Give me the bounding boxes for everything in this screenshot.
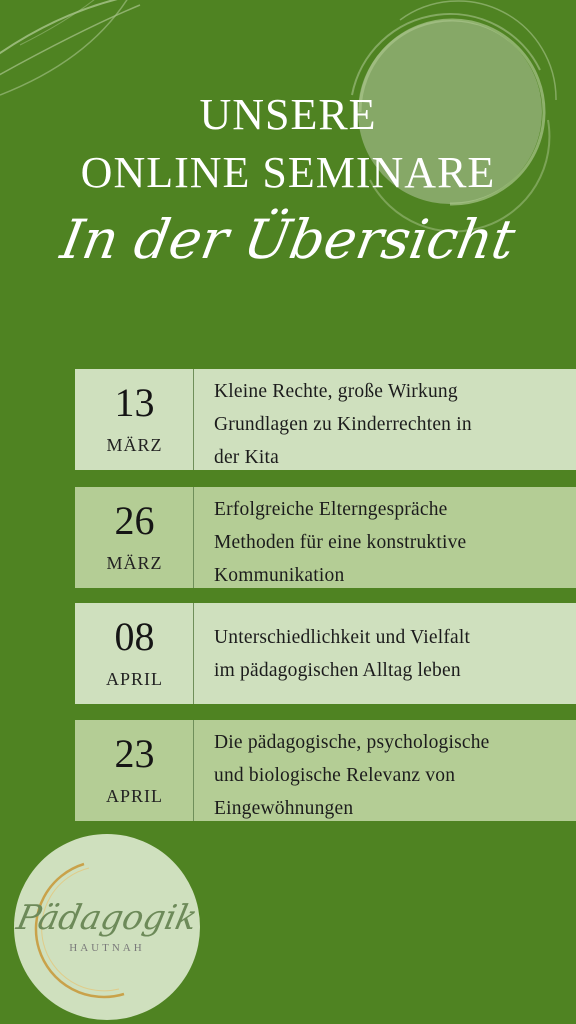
seminar-desc-line: Eingewöhnungen <box>214 798 354 819</box>
title-line-2: ONLINE SEMINARE <box>80 148 496 197</box>
logo-name: Pädagogik <box>13 898 201 938</box>
brand-logo[interactable] <box>14 834 200 1020</box>
seminar-date <box>75 487 194 588</box>
seminar-day: 23 <box>114 731 155 776</box>
seminar-day: 13 <box>114 380 155 425</box>
seminar-desc-line: Die pädagogische, psychologische <box>214 732 490 753</box>
seminar-desc-line: Methoden für eine konstruktive <box>214 532 467 553</box>
title-line-1: UNSERE <box>199 90 377 139</box>
seminar-desc-line: Kommunikation <box>214 565 345 586</box>
seminar-month: MÄRZ <box>106 435 163 455</box>
seminar-desc-line: Unterschiedlichkeit und Vielfalt <box>214 627 471 648</box>
subtitle-script: In der Übersicht <box>56 208 520 271</box>
seminar-row[interactable] <box>75 369 576 470</box>
seminar-desc-line: Grundlagen zu Kinderrechten in <box>214 414 472 435</box>
seminar-description <box>194 720 490 821</box>
seminar-description <box>194 369 472 470</box>
seminar-date <box>75 369 194 470</box>
seminar-day: 08 <box>114 614 155 659</box>
logo-tagline: HAUTNAH <box>69 942 145 954</box>
seminar-description <box>194 603 470 704</box>
seminar-day: 26 <box>114 498 155 543</box>
seminar-row[interactable] <box>75 603 576 704</box>
seminar-date <box>75 720 194 821</box>
seminar-date <box>75 603 194 704</box>
seminar-desc-line: und biologische Relevanz von <box>214 765 456 786</box>
seminar-row[interactable] <box>75 487 576 588</box>
seminar-month: APRIL <box>105 669 163 689</box>
seminar-description <box>194 487 466 588</box>
seminar-desc-line: Kleine Rechte, große Wirkung <box>214 381 458 402</box>
seminar-month: APRIL <box>105 786 163 806</box>
seminar-desc-line: der Kita <box>214 447 279 468</box>
seminar-desc-line: Erfolgreiche Elterngespräche <box>214 499 448 520</box>
seminar-desc-line: im pädagogischen Alltag leben <box>214 660 461 681</box>
seminar-month: MÄRZ <box>106 553 163 573</box>
seminar-row[interactable] <box>75 720 576 821</box>
